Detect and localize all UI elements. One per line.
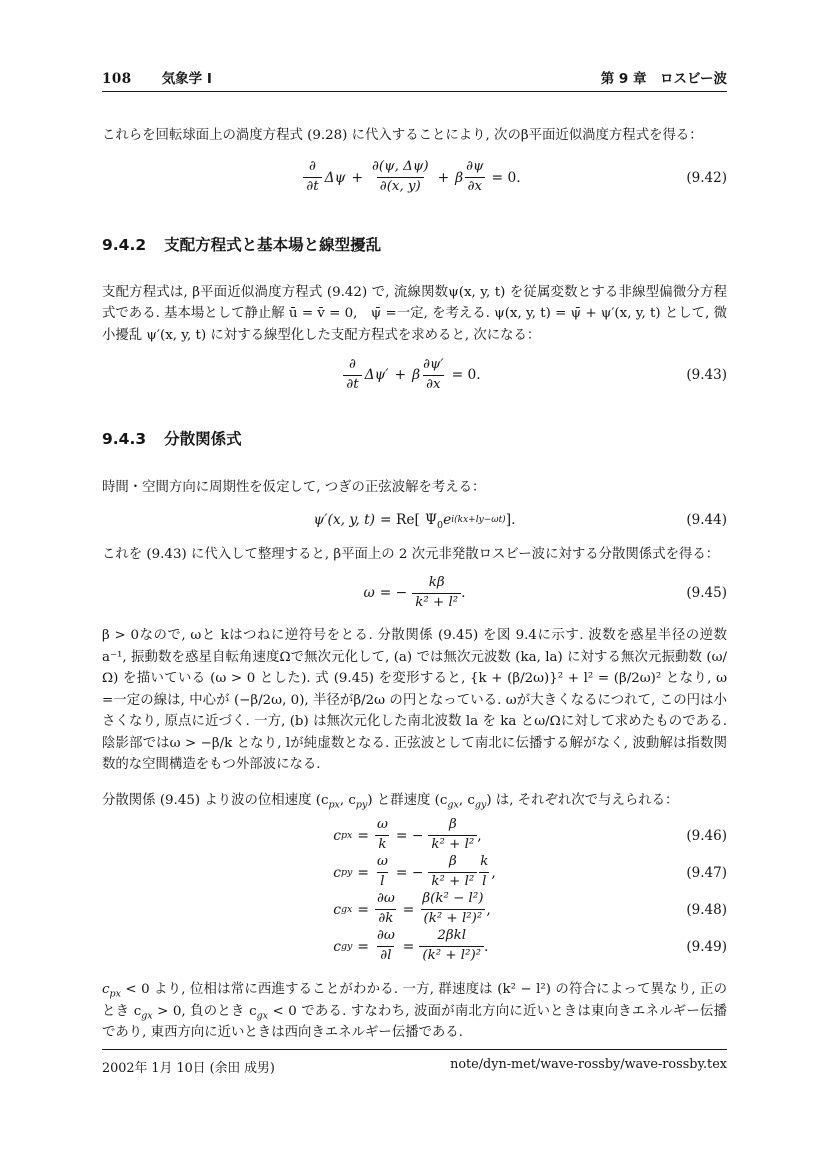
- equals-zero: = 0.: [491, 169, 521, 186]
- plus-operator: +: [351, 169, 363, 186]
- chapter-title: 第 9 章 ロスビー波: [600, 71, 727, 87]
- substitute-paragraph: これを (9.43) に代入して整理すると, β平面上の 2 次元非発散ロスビー波に対する分散関係式を得る：: [102, 546, 720, 562]
- comma: ,: [486, 901, 491, 918]
- equation-9-46-lhs: c px: [333, 827, 353, 844]
- spacer: [102, 928, 333, 965]
- domega-dk-fraction: $\frac{\partial\omega}{\partial k}$: [376, 891, 395, 926]
- laplacian-psi-prime: Δψ′: [364, 367, 389, 383]
- footer-file-path: note/dyn-met/wave-rossby/wave-rossby.tex: [450, 1057, 727, 1072]
- spacer: [102, 854, 333, 891]
- equation-9-45: [102, 569, 727, 617]
- subscript-gx: gx: [256, 1010, 269, 1022]
- equation-9-48-rhs: = $\frac{\partial\omega}{\partial k}$ = $\frac{\text{β(k² − l²)}}{\text{(k² + l²)²}}$ ,: [357, 891, 491, 926]
- laplacian-psi: Δψ: [324, 169, 346, 186]
- jacobian-fraction: $\frac{\partial(\psi, \Delta\psi)}{\partial(x, y)}$: [372, 159, 429, 194]
- subscript-gy: gy: [474, 799, 487, 811]
- partial-t-fraction: $\frac{\partial}{\partial t}$: [303, 159, 321, 196]
- header-left: [102, 67, 212, 87]
- page-number: 108: [102, 71, 132, 87]
- intro-paragraph: これらを回転球面上の渦度方程式 (9.28) に代入することにより, 次のβ平面近似渦度方程式を得る：: [102, 128, 703, 143]
- dispersion-fraction: $\frac{k\beta}{\text{k² + l²}}$: [412, 575, 461, 612]
- conclusion-paragraph: $c_{px} < 0$ より, 位相は常に西進することがわかる. 一方, 群速度は (k² − l²) の符合によって異なり, 正のとき $c_{gx} > 0$, 負のとき $c_{gx} < 0$ である. すなわち, 波面が南北方向に近いときは東向きエネルギー伝播であり, 東西方向に近いときは西向きエネルギー伝播である.: [102, 982, 727, 1040]
- section-heading-942: [102, 235, 727, 255]
- equation-9-48-lhs: c gx: [333, 901, 353, 918]
- equals-minus: = −: [379, 585, 408, 601]
- beta-fraction: $\frac{\beta}{\text{k² + l²}}$: [428, 854, 477, 891]
- partial-psi-x-fraction: $\frac{\partial\psi}{\partial x}$: [466, 159, 484, 194]
- comma: ,: [491, 864, 496, 881]
- governing-equation-paragraph: 支配方程式は, β平面近似渦度方程式 (9.42) で, 流線関数ψ(x, y, t) を従属変数とする非線型偏微分方程式である. 基本場として静止解 ū = v̄ = 0, ψ̄ =一定, を考える. ψ(x, y, t) = ψ̄ + ψ′(x, y, t) として, 微小擾乱 ψ′(x, y, t) に対する線型化した支配方程式を求めると, 次になる：: [102, 284, 727, 343]
- beta-coefficient: β: [412, 367, 421, 383]
- exponential-base: e: [443, 511, 452, 528]
- footer-date: 2002年 1月 10日 (余田 成男): [102, 1061, 275, 1076]
- domega-dl-fraction: $\frac{\partial\omega}{\partial l}$: [376, 928, 395, 963]
- amplitude-psi0: $\Psi_0$: [424, 511, 444, 531]
- equation-number: (9.47): [686, 864, 727, 881]
- section-heading-943: [102, 429, 727, 449]
- equation-9-47-rhs: = $\frac{\omega}{l}$ = − $\frac{\beta}{\text{k² + l²}}$ $\frac{k}{l}$ ,: [357, 854, 496, 889]
- section-number: 9.4.2: [102, 235, 147, 254]
- spacer: [102, 817, 333, 854]
- closing-bracket: ].: [505, 511, 516, 528]
- speeds-intro-paragraph: 分散関係 (9.45) より波の位相速度 ($c_{px}$, $c_{py}$) と群速度 ($c_{gx}$, $c_{gy}$) は, それぞれ次で与えられる：: [102, 792, 679, 811]
- equation-9-49-lhs: c gy: [333, 938, 353, 955]
- section-title: 支配方程式と基本場と線型擾乱: [164, 235, 382, 254]
- equation-array-946-949: [102, 817, 727, 965]
- k-over-l-fraction: $\frac{k}{l}$: [480, 854, 489, 889]
- equals-re-bracket: = Re[: [380, 511, 420, 528]
- equation-number: (9.48): [686, 901, 727, 918]
- beta-fraction: $\frac{\beta}{\text{k² + l²}}$: [428, 817, 477, 854]
- plus-operator: +: [437, 169, 450, 186]
- omega-over-k-fraction: $\frac{\omega}{k}$: [376, 817, 388, 852]
- equation-9-43: [102, 352, 727, 398]
- comma: ,: [477, 827, 482, 844]
- equation-number: (9.45): [686, 585, 727, 601]
- page-header: [102, 67, 727, 92]
- group-speed-y-fraction: $\frac{\text{2βkl}}{\text{(k² + l²)²}}$: [419, 928, 484, 965]
- page-footer: [102, 1049, 727, 1076]
- subscript-px: px: [109, 988, 121, 1000]
- spacer: [102, 891, 333, 928]
- subscript-px: px: [328, 799, 340, 811]
- discussion-paragraph: β > 0なので, ωと kはつねに逆符号をとる. 分散関係 (9.45) を図 9.4に示す. 波数を惑星半径の逆数 a⁻¹, 振動数を惑星自転角速度Ωで無次元化して, (a) では無次元波数 (ka, la) に対する無次元振動数 (ω/Ω) を描いている (ω > 0 とした). 式 (9.45) を変形すると, {k + (β/2ω)}² + l² = (β/2ω)² となり, ω =一定の線は, 中心が (−β/2ω, 0), 半径がβ/2ω の円となっている. ωが大きくなるにつれて, この円は小さくなり, 原点に近づく. 一方, (b) は無次元化した南北波数 la を ka とω/Ωに対して求めたものである. 陰影部ではω > −β/k となり, lが純虚数となる. 正弦波として南北に伝播する解がなく, 波動解は指数関数的な空間構造をもつ外部波になる.: [102, 628, 727, 772]
- equation-9-49-rhs: = $\frac{\partial\omega}{\partial l}$ = $\frac{\text{2βkl}}{\text{(k² + l²)²}}$ .: [357, 928, 489, 963]
- equation-number: (9.44): [686, 511, 727, 528]
- group-speed-x-fraction: $\frac{\text{β(k² − l²)}}{\text{(k² + l²)²}}$: [422, 891, 484, 926]
- section-title: 分散関係式: [164, 430, 242, 448]
- equation-number: (9.49): [686, 938, 727, 955]
- sine-wave-paragraph: 時間・空間方向に周期性を仮定して, つぎの正弦波解を考える：: [102, 480, 486, 495]
- beta-coefficient: β: [455, 169, 464, 186]
- period: .: [484, 938, 489, 955]
- equation-9-44: ψ′(x, y, t) = Re[ $\Psi_0$ e i(kx+ly−ωt) ]. (9.44): [313, 511, 727, 531]
- equation-number: (9.42): [686, 169, 727, 186]
- period: .: [461, 585, 466, 601]
- omega-lhs: ω: [363, 585, 375, 601]
- section-number: 9.4.3: [102, 430, 147, 448]
- equation-number: (9.46): [686, 827, 727, 844]
- equals-zero: = 0.: [451, 367, 481, 383]
- partial-t-fraction: $\frac{\partial}{\partial t}$: [343, 357, 361, 394]
- omega-over-l-fraction: $\frac{\omega}{l}$: [376, 854, 388, 889]
- equation-9-47-lhs: c py: [333, 864, 353, 881]
- equation-9-42: [102, 155, 727, 201]
- subscript-gx: gx: [447, 799, 459, 811]
- partial-psi-prime-x-fraction: $\frac{\partial\psi'}{\partial x}$: [423, 356, 444, 392]
- equation-number: (9.43): [686, 367, 727, 383]
- subscript-py: py: [355, 799, 368, 811]
- equation-9-46-rhs: = $\frac{\omega}{k}$ = − $\frac{\beta}{\text{k² + l²}}$ ,: [357, 817, 482, 852]
- subscript-gx: gx: [141, 1010, 153, 1022]
- plus-operator: +: [394, 367, 407, 383]
- psi-prime-lhs: ψ′(x, y, t): [313, 511, 376, 528]
- course-title: 気象学 I: [161, 71, 212, 87]
- amplitude-subscript: 0: [437, 519, 444, 531]
